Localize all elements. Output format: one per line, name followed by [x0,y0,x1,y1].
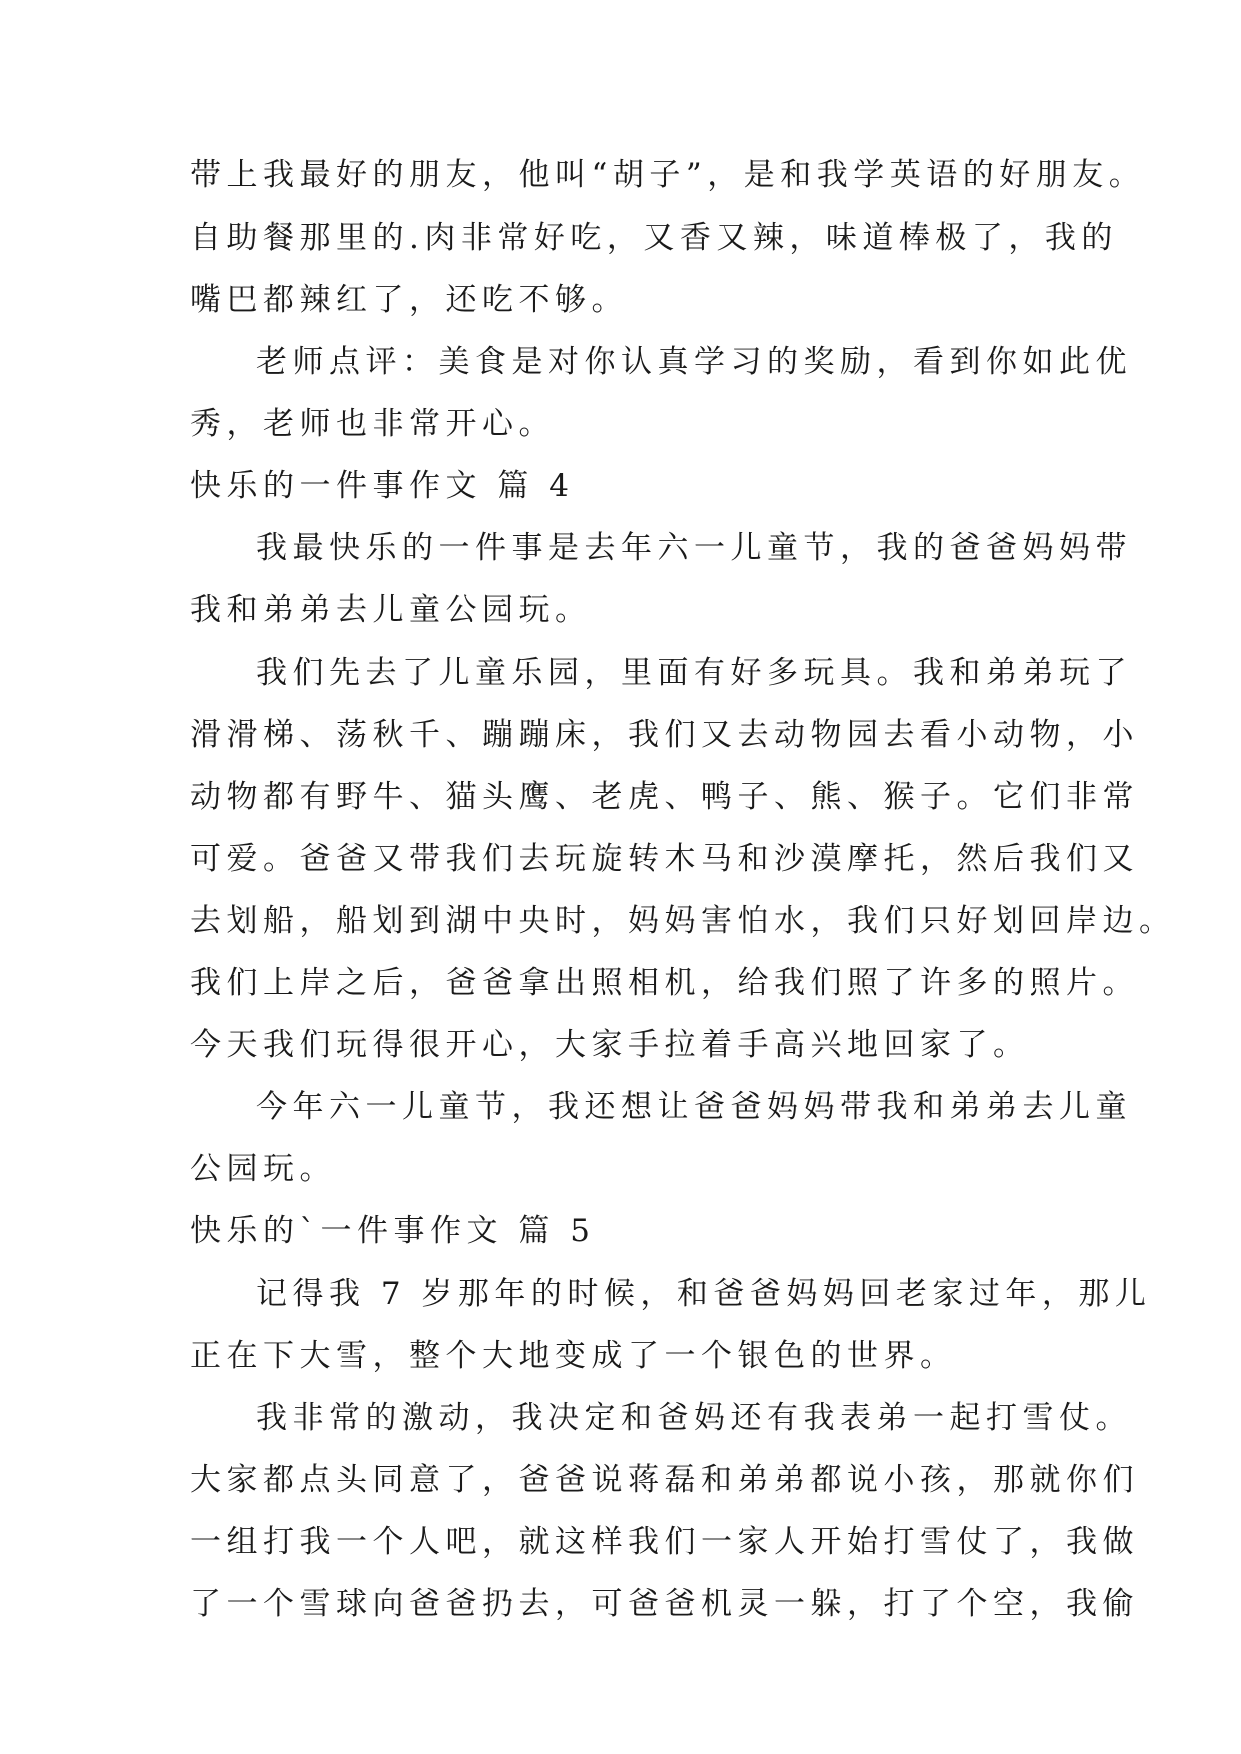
text-line: 正在下大雪，整个大地变成了一个银色的世界。 [190,1338,957,1374]
text-line: 我们上岸之后，爸爸拿出照相机，给我们照了许多的照片。 [190,965,1139,1001]
text-line: 老师点评：美食是对你认真学习的奖励，看到你如此优 [256,344,1132,380]
text-line: 今年六一儿童节，我还想让爸爸妈妈带我和弟弟去儿童 [256,1089,1132,1125]
text-line: 公园玩。 [190,1151,336,1187]
text-line: 去划船，船划到湖中央时，妈妈害怕水，我们只好划回岸边。 [190,903,1176,939]
text-line: 记得我 7 岁那年的时候，和爸爸妈妈回老家过年，那儿 [256,1276,1152,1312]
text-line: 动物都有野牛、猫头鹰、老虎、鸭子、熊、猴子。它们非常 [190,779,1139,815]
text-line: 我非常的激动，我决定和爸妈还有我表弟一起打雪仗。 [256,1400,1132,1436]
text-line: 可爱。爸爸又带我们去玩旋转木马和沙漠摩托，然后我们又 [190,841,1139,877]
text-line: 我们先去了儿童乐园，里面有好多玩具。我和弟弟玩了 [256,655,1132,691]
section-heading: 快乐的一件事作文 篇 4 [190,468,575,504]
text-line: 自助餐那里的.肉非常好吃，又香又辣，味道棒极了，我的 [190,220,1118,256]
text-line: 我最快乐的一件事是去年六一儿童节，我的爸爸妈妈带 [256,530,1132,566]
text-line: 一组打我一个人吧，就这样我们一家人开始打雪仗了，我做 [190,1524,1139,1560]
text-line: 嘴巴都辣红了，还吃不够。 [190,282,628,318]
text-line: 大家都点头同意了，爸爸说蒋磊和弟弟都说小孩，那就你们 [190,1462,1139,1498]
text-line: 我和弟弟去儿童公园玩。 [190,592,592,628]
text-line: 了一个雪球向爸爸扔去，可爸爸机灵一躲，打了个空，我偷 [190,1586,1139,1622]
text-line: 带上我最好的朋友，他叫“胡子”，是和我学英语的好朋友。 [190,157,1146,193]
section-heading: 快乐的`一件事作文 篇 5 [190,1213,596,1249]
text-line: 滑滑梯、荡秋千、蹦蹦床，我们又去动物园去看小动物，小 [190,717,1139,753]
text-line: 今天我们玩得很开心，大家手拉着手高兴地回家了。 [190,1027,1030,1063]
text-line: 秀，老师也非常开心。 [190,406,555,442]
